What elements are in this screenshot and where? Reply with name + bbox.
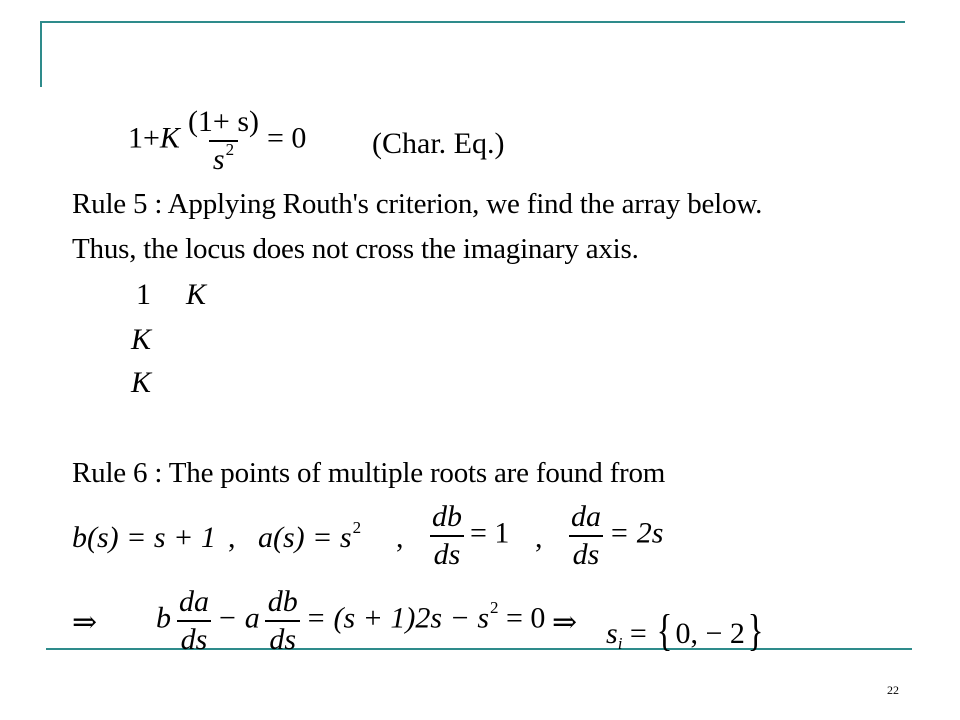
rule5-line1: Rule 5 : Applying Routh's criterion, we find the array below. xyxy=(72,188,763,220)
da-ds-num: da xyxy=(571,500,601,533)
a-of-s xyxy=(258,518,362,555)
a-of-s-text: a(s) = s xyxy=(258,521,352,554)
char-eq-denominator xyxy=(209,140,238,176)
roots-set xyxy=(606,603,766,654)
implies-arrow-2: ⇒ xyxy=(552,606,578,639)
db-ds-den: ds xyxy=(430,535,465,571)
char-eq-den-exp: 2 xyxy=(225,139,235,159)
char-eq-gain: K xyxy=(159,121,180,155)
rule6-line1: Rule 6 : The points of multiple roots are found from xyxy=(72,457,666,489)
char-eq-numerator: (1+ s) xyxy=(187,105,260,138)
sep-3: , xyxy=(535,521,543,554)
routh-row1-col1: 1 xyxy=(136,278,151,311)
db-ds-num: db xyxy=(432,500,462,533)
sep-1: , xyxy=(228,521,236,554)
roots-brace-close: } xyxy=(747,606,764,655)
implies-arrow-1: ⇒ xyxy=(72,606,98,639)
left-rule xyxy=(40,21,42,87)
char-eq-fraction xyxy=(184,106,263,175)
db-ds-rhs: = 1 xyxy=(470,516,510,550)
final-b: b xyxy=(156,601,171,635)
routh-row3-col1: K xyxy=(131,366,152,399)
final-minus-a: − a xyxy=(217,601,260,635)
b-of-s: b(s) = s + 1 xyxy=(72,521,216,554)
db-ds-equation xyxy=(424,501,509,570)
roots-brace-open: { xyxy=(656,606,673,655)
final-da-ds xyxy=(175,586,213,655)
a-of-s-exp: 2 xyxy=(352,518,362,537)
roots-values: 0, − 2 xyxy=(675,617,745,650)
da-ds-rhs: = 2s xyxy=(609,516,664,550)
final-db: db xyxy=(267,585,298,618)
top-rule xyxy=(40,21,905,23)
routh-row2-col1: K xyxy=(131,323,152,356)
final-ds-2: ds xyxy=(265,620,300,656)
final-exp: 2 xyxy=(490,598,499,618)
multiple-roots-equation xyxy=(156,586,545,655)
da-ds-den: ds xyxy=(569,535,604,571)
routh-row1-col2: K xyxy=(186,278,207,311)
da-ds-fraction xyxy=(567,501,605,570)
sep-2: , xyxy=(396,521,404,554)
characteristic-equation xyxy=(128,106,306,175)
final-middle: = (s + 1)2s − s xyxy=(305,601,489,635)
final-db-ds xyxy=(264,586,302,655)
char-eq-rhs: = 0 xyxy=(267,121,307,155)
char-eq-den-s: s xyxy=(212,142,225,176)
roots-eq: = xyxy=(622,617,655,650)
char-eq-lhs: 1+ xyxy=(128,121,160,155)
page-number: 22 xyxy=(887,683,899,697)
db-ds-fraction xyxy=(428,501,466,570)
final-tail: = 0 xyxy=(498,601,546,635)
final-ds-1: ds xyxy=(177,620,212,656)
da-ds-equation xyxy=(563,501,663,570)
char-eq-label: (Char. Eq.) xyxy=(372,127,505,160)
roots-s: s xyxy=(606,617,618,650)
roots-sub-i: i xyxy=(617,634,623,653)
rule5-line2: Thus, the locus does not cross the imaginary axis. xyxy=(72,233,639,265)
final-da: da xyxy=(179,585,209,618)
